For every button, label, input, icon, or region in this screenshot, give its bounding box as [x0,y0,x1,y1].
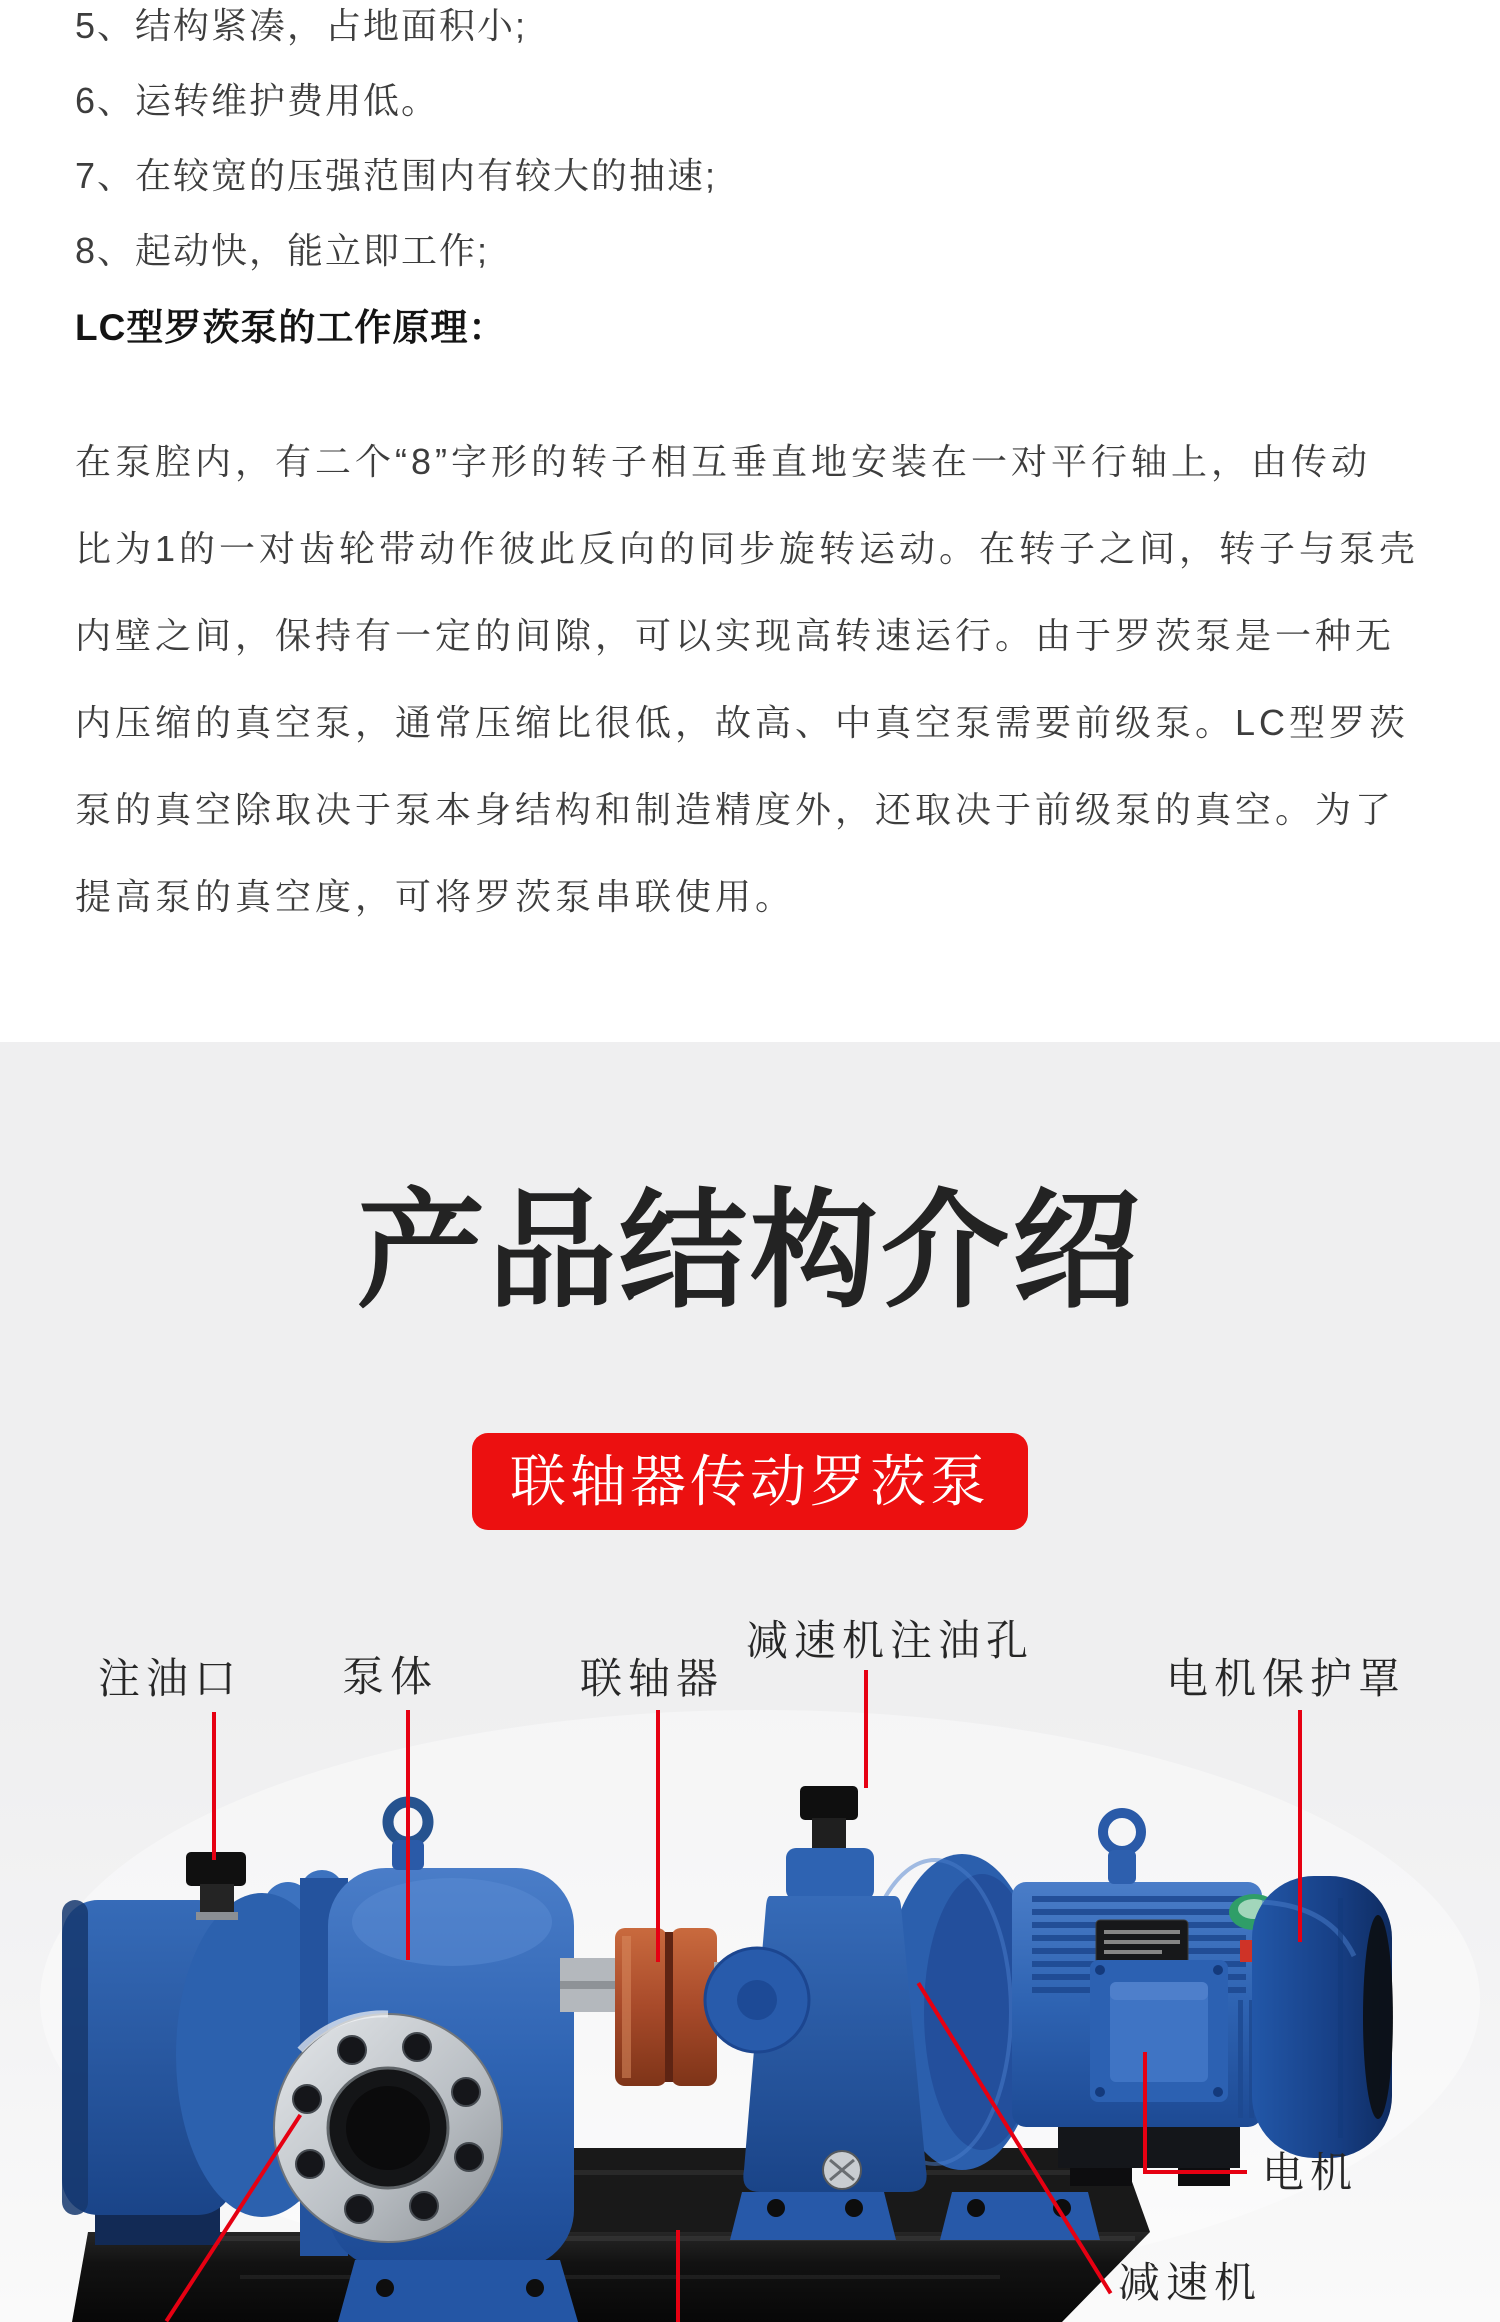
motor-nameplate-graphic [1096,1920,1188,1964]
intro-section [0,0,1500,940]
principle-line: 内壁之间，保持有一定的间隙，可以实现高转速运行。由于罗茨泵是一种无 [75,615,1396,656]
principle-line: 在泵腔内，有二个“8”字形的转子相互垂直地安装在一对平行轴上，由传动 [75,441,1371,482]
callout-line-reducer-oil-hole [864,1670,868,1788]
label-motor-cover: 电机保护罩 [1166,1655,1407,1702]
section-title: 产品结构介绍 [356,1180,1143,1323]
label-reducer: 减速机 [1118,2259,1263,2306]
flange-graphic [274,2014,502,2242]
callout-line-pump-body [406,1710,410,1960]
callout-line-motor-horizontal [1143,2170,1247,2174]
feature-item-5: 5、结构紧凑，占地面积小; [75,5,528,46]
callout-line-oil-port [212,1712,216,1860]
principle-line: 内压缩的真空泵，通常压缩比很低，故高、中真空泵需要前级泵。LC型罗茨 [75,702,1410,743]
label-motor: 电机 [1262,2149,1359,2196]
principle-line: 提高泵的真空度，可将罗茨泵串联使用。 [75,876,796,917]
label-coupling: 联轴器 [580,1655,725,1702]
callout-line-base [676,2230,680,2322]
principle-line: 比为1的一对齿轮带动作彼此反向的同步旋转运动。在转子之间，转子与泵壳 [75,528,1420,569]
feature-item-6: 6、运转维护费用低。 [75,80,440,121]
callout-line-motor-vertical [1143,2052,1147,2174]
working-principle-heading: LC型罗茨泵的工作原理： [75,307,507,348]
product-type-badge: 联轴器传动罗茨泵 [472,1433,1028,1530]
feature-item-7: 7、在较宽的压强范围内有较大的抽速; [75,155,718,196]
callout-line-motor-cover [1298,1710,1302,1942]
label-pump-body: 泵体 [342,1653,439,1700]
feature-item-8: 8、起动快，能立即工作; [75,230,490,271]
callout-line-coupling [656,1710,660,1962]
principle-line: 泵的真空除取决于泵本身结构和制造精度外，还取决于前级泵的真空。为了 [75,789,1396,830]
motor-cover-graphic [1252,1876,1393,2158]
terminal-box-graphic [1090,1960,1228,2102]
structure-section [0,1042,1500,2322]
label-reducer-oil-hole: 减速机注油孔 [746,1617,1035,1664]
label-oil-port: 注油口 [98,1655,243,1702]
